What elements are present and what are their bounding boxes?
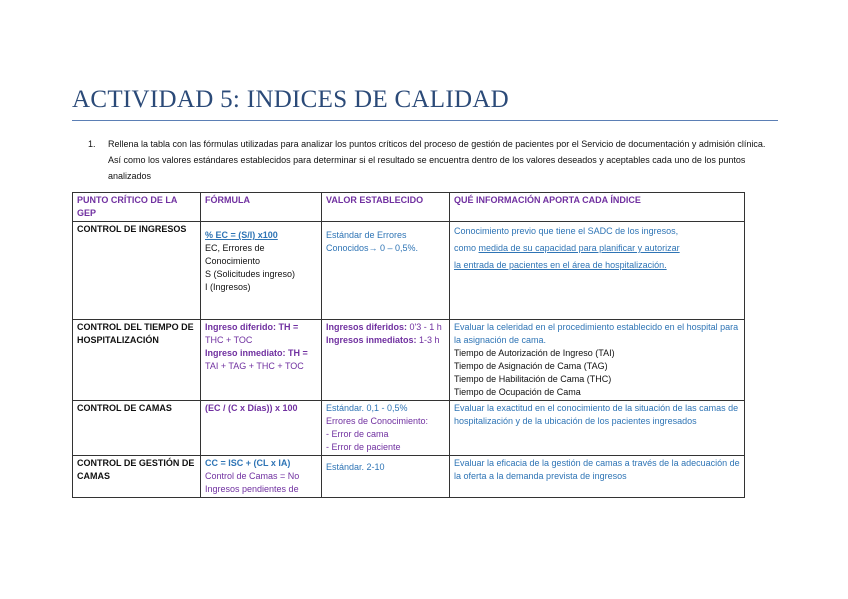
table-header-row [73,193,745,222]
value-text: Estándar. 2-10 [326,462,385,472]
info-cell [450,320,745,401]
formula-line: (EC / (C x Días)) x 100 [205,403,298,413]
info-line: como [454,243,477,253]
header-info: QUÉ INFORMACIÓN APORTA CADA ÍNDICE [450,193,745,222]
info-line: Tiempo de Autorización de Ingreso (TAI) [454,348,615,358]
value-label: Ingresos diferidos: [326,322,408,332]
value-cell [322,222,450,320]
point-cell: CONTROL DE GESTIÓN DE CAMAS [73,456,201,498]
value-cell [322,401,450,456]
formula-line: EC, Errores de Conocimiento [205,243,265,266]
header-value: VALOR ESTABLECIDO [322,193,450,222]
info-line: Evaluar la celeridad en el procedimiento establecido en el hospital para la asignación de cama. [454,322,739,345]
info-line: Tiempo de Habilitación de Cama (THC) [454,374,612,384]
formula-line: Ingreso inmediato: TH = [205,348,308,358]
formula-cell [201,222,322,320]
formula-line: % EC = (S/I) x100 [205,230,278,240]
value-text: 0'3 - 1 h [409,322,442,332]
value-cell [322,320,450,401]
point-cell: CONTROL DE CAMAS [73,401,201,456]
formula-cell [201,320,322,401]
quality-indices-table [72,192,745,498]
list-number: 1. [88,139,96,149]
table-row [73,222,745,320]
title-underline [72,120,778,121]
value-text: Estándar de Errores Conocidos→ 0 – 0,5%. [326,230,419,253]
value-cell [322,456,450,498]
formula-line: I (Ingresos) [205,282,251,292]
info-line: Conocimiento previo que tiene el SADC de los ingresos, [454,226,679,236]
value-text: Estándar. 0,1 - 0,5% [326,403,408,413]
table-row [73,320,745,401]
formula-line: CC = ISC + (CL x IA) [205,458,291,468]
table-row [73,401,745,456]
formula-cell [201,401,322,456]
formula-cell [201,456,322,498]
formula-line: S (Solicitudes ingreso) [205,269,296,279]
value-text: - Error de cama [326,429,389,439]
formula-line: Control de Camas = No Ingresos pendientes de [205,471,300,494]
info-link[interactable]: la entrada de pacientes en el área de hospitalización. [454,260,667,270]
value-label: Ingresos inmediatos: [326,335,417,345]
instruction-text: Rellena la tabla con las fórmulas utilizadas para analizar los puntos críticos del proceso de gestión de pacientes por el Servicio de documentación y admisión clínica. Así como los valores estándares establecidos para determinar si el resultado se encuentra dentro de los valores deseados y aceptables cada uno de los puntos analizados [108,139,766,181]
info-cell: Evaluar la eficacia de la gestión de camas a través de la adecuación de la oferta a la demanda prevista de ingresos [450,456,745,498]
value-text: - Error de paciente [326,442,401,452]
value-text: Errores de Conocimiento: [326,416,429,426]
value-text: 1-3 h [419,335,440,345]
formula-line: THC + TOC [205,335,253,345]
header-point: PUNTO CRÍTICO DE LA GEP [73,193,201,222]
table-row [73,456,745,498]
point-cell: CONTROL DEL TIEMPO DE HOSPITALIZACIÓN [73,320,201,401]
formula-line: Ingreso diferido: TH = [205,322,299,332]
page-title: ACTIVIDAD 5: INDICES DE CALIDAD [72,86,510,113]
info-link[interactable]: medida de su capacidad para planificar y autorizar [478,243,680,253]
info-line: Tiempo de Ocupación de Cama [454,387,581,397]
info-cell [450,222,745,320]
point-cell: CONTROL DE INGRESOS [73,222,201,320]
header-formula: FÓRMULA [201,193,322,222]
formula-line: TAI + TAG + THC + TOC [205,361,304,371]
instruction-item [88,136,778,184]
info-cell: Evaluar la exactitud en el conocimiento de la situación de las camas de hospitalización y de la ubicación de los pacientes ingresados [450,401,745,456]
info-line: Tiempo de Asignación de Cama (TAG) [454,361,608,371]
